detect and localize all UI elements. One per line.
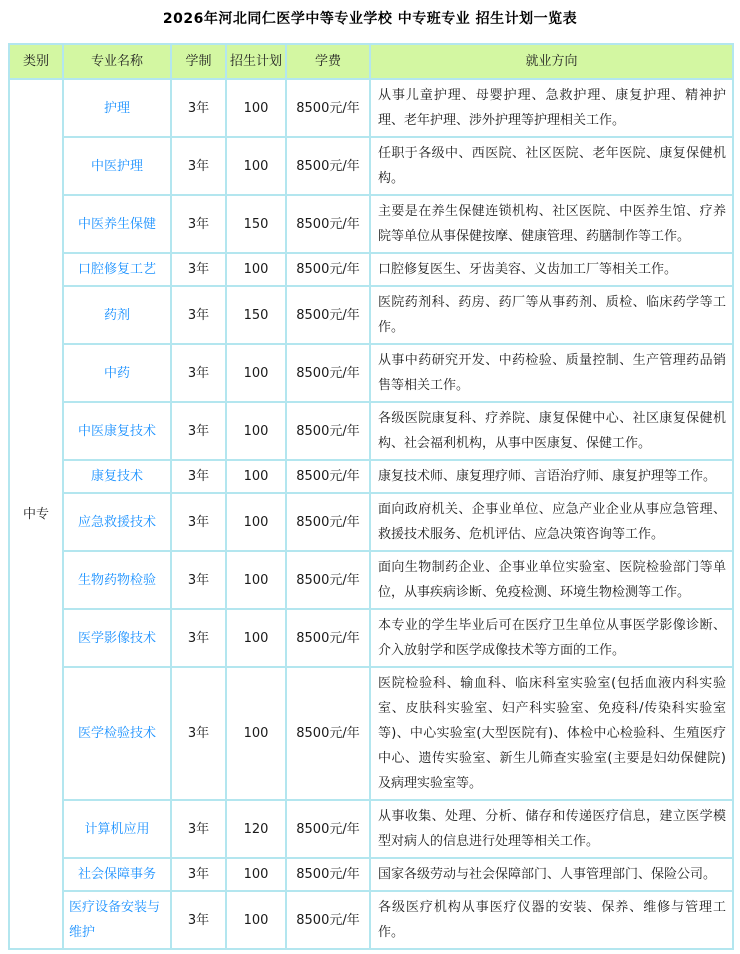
- duration-cell: 3年: [171, 286, 226, 344]
- major-link[interactable]: 医学检验技术: [63, 667, 171, 800]
- table-row: [9, 493, 733, 551]
- page-title: 2026年河北同仁医学中等专业学校 中专班专业 招生计划一览表: [162, 11, 578, 27]
- career-cell: 主要是在养生保健连锁机构、社区医院、中医养生馆、疗养院等单位从事保健按摩、健康管理、药膳制作等工作。: [370, 195, 733, 253]
- table-row: [9, 79, 733, 137]
- major-link[interactable]: 康复技术: [63, 460, 171, 493]
- table-row: [9, 286, 733, 344]
- table-row: [9, 891, 733, 949]
- career-cell: 医院药剂科、药房、药厂等从事药剂、质检、临床药学等工作。: [370, 286, 733, 344]
- duration-cell: 3年: [171, 79, 226, 137]
- plan-cell: 100: [226, 858, 286, 891]
- career-cell: 口腔修复医生、牙齿美容、义齿加工厂等相关工作。: [370, 253, 733, 286]
- major-link[interactable]: 中医护理: [63, 137, 171, 195]
- major-link[interactable]: 药剂: [63, 286, 171, 344]
- plan-cell: 100: [226, 79, 286, 137]
- major-link[interactable]: 中医养生保健: [63, 195, 171, 253]
- plan-cell: 100: [226, 402, 286, 460]
- duration-cell: 3年: [171, 667, 226, 800]
- plan-cell: 100: [226, 891, 286, 949]
- duration-cell: 3年: [171, 402, 226, 460]
- plan-cell: 100: [226, 493, 286, 551]
- table-row: [9, 667, 733, 800]
- tuition-cell: 8500元/年: [286, 667, 370, 800]
- column-header-category: 类别: [9, 44, 63, 79]
- duration-cell: 3年: [171, 551, 226, 609]
- plan-cell: 120: [226, 800, 286, 858]
- major-link[interactable]: 应急救援技术: [63, 493, 171, 551]
- column-header-duration: 学制: [171, 44, 226, 79]
- plan-cell: 150: [226, 286, 286, 344]
- enrollment-table: [8, 43, 734, 950]
- plan-cell: 100: [226, 609, 286, 667]
- major-link[interactable]: 社会保障事务: [63, 858, 171, 891]
- tuition-cell: 8500元/年: [286, 286, 370, 344]
- tuition-cell: 8500元/年: [286, 460, 370, 493]
- table-row: [9, 460, 733, 493]
- tuition-cell: 8500元/年: [286, 858, 370, 891]
- tuition-cell: 8500元/年: [286, 800, 370, 858]
- career-cell: 各级医疗机构从事医疗仪器的安装、保养、维修与管理工作。: [370, 891, 733, 949]
- duration-cell: 3年: [171, 891, 226, 949]
- plan-cell: 100: [226, 551, 286, 609]
- tuition-cell: 8500元/年: [286, 344, 370, 402]
- duration-cell: 3年: [171, 609, 226, 667]
- career-cell: 面向政府机关、企事业单位、应急产业企业从事应急管理、救援技术服务、危机评估、应急决策咨询等工作。: [370, 493, 733, 551]
- duration-cell: 3年: [171, 460, 226, 493]
- tuition-cell: 8500元/年: [286, 609, 370, 667]
- table-row: [9, 551, 733, 609]
- plan-cell: 100: [226, 460, 286, 493]
- duration-cell: 3年: [171, 253, 226, 286]
- career-cell: 康复技术师、康复理疗师、言语治疗师、康复护理等工作。: [370, 460, 733, 493]
- table-row: [9, 609, 733, 667]
- major-link[interactable]: 计算机应用: [63, 800, 171, 858]
- career-cell: 医院检验科、输血科、临床科室实验室(包括血液内科实验室、皮肤科实验室、妇产科实验室、免疫科/传染科实验室等)、中心实验室(大型医院有)、体检中心检验科、生殖医疗中心、遗传实验室、新生儿筛查实验室(主要是妇幼保健院)及病理实验室等。: [370, 667, 733, 800]
- career-cell: 各级医院康复科、疗养院、康复保健中心、社区康复保健机构、社会福利机构，从事中医康复、保健工作。: [370, 402, 733, 460]
- column-header-major: 专业名称: [63, 44, 171, 79]
- plan-cell: 100: [226, 137, 286, 195]
- duration-cell: 3年: [171, 800, 226, 858]
- major-link[interactable]: 口腔修复工艺: [63, 253, 171, 286]
- duration-cell: 3年: [171, 493, 226, 551]
- tuition-cell: 8500元/年: [286, 891, 370, 949]
- plan-cell: 150: [226, 195, 286, 253]
- category-cell: 中专: [9, 79, 63, 949]
- duration-cell: 3年: [171, 344, 226, 402]
- major-link[interactable]: 中医康复技术: [63, 402, 171, 460]
- table-row: [9, 858, 733, 891]
- major-link[interactable]: 医学影像技术: [63, 609, 171, 667]
- duration-cell: 3年: [171, 195, 226, 253]
- career-cell: 国家各级劳动与社会保障部门、人事管理部门、保险公司。: [370, 858, 733, 891]
- table-row: [9, 402, 733, 460]
- plan-cell: 100: [226, 667, 286, 800]
- tuition-cell: 8500元/年: [286, 253, 370, 286]
- major-link[interactable]: 中药: [63, 344, 171, 402]
- career-cell: 任职于各级中、西医院、社区医院、老年医院、康复保健机构。: [370, 137, 733, 195]
- duration-cell: 3年: [171, 137, 226, 195]
- plan-cell: 100: [226, 253, 286, 286]
- career-cell: 面向生物制药企业、企事业单位实验室、医院检验部门等单位，从事疾病诊断、免疫检测、环境生物检测等工作。: [370, 551, 733, 609]
- tuition-cell: 8500元/年: [286, 402, 370, 460]
- major-link[interactable]: 护理: [63, 79, 171, 137]
- plan-cell: 100: [226, 344, 286, 402]
- tuition-cell: 8500元/年: [286, 137, 370, 195]
- tuition-cell: 8500元/年: [286, 551, 370, 609]
- table-row: [9, 800, 733, 858]
- table-row: [9, 195, 733, 253]
- major-link[interactable]: 生物药物检验: [63, 551, 171, 609]
- column-header-tuition: 学费: [286, 44, 370, 79]
- table-header-row: [9, 44, 733, 79]
- tuition-cell: 8500元/年: [286, 195, 370, 253]
- tuition-cell: 8500元/年: [286, 79, 370, 137]
- major-link[interactable]: 医疗设备安装与维护: [63, 891, 171, 949]
- tuition-cell: 8500元/年: [286, 493, 370, 551]
- career-cell: 从事儿童护理、母婴护理、急救护理、康复护理、精神护理、老年护理、涉外护理等护理相关工作。: [370, 79, 733, 137]
- career-cell: 本专业的学生毕业后可在医疗卫生单位从事医学影像诊断、介入放射学和医学成像技术等方面的工作。: [370, 609, 733, 667]
- career-cell: 从事收集、处理、分析、储存和传递医疗信息，建立医学模型对病人的信息进行处理等相关工作。: [370, 800, 733, 858]
- duration-cell: 3年: [171, 858, 226, 891]
- table-row: [9, 344, 733, 402]
- career-cell: 从事中药研究开发、中药检验、质量控制、生产管理药品销售等相关工作。: [370, 344, 733, 402]
- table-row: [9, 137, 733, 195]
- table-row: [9, 253, 733, 286]
- column-header-career: 就业方向: [370, 44, 733, 79]
- column-header-plan: 招生计划: [226, 44, 286, 79]
